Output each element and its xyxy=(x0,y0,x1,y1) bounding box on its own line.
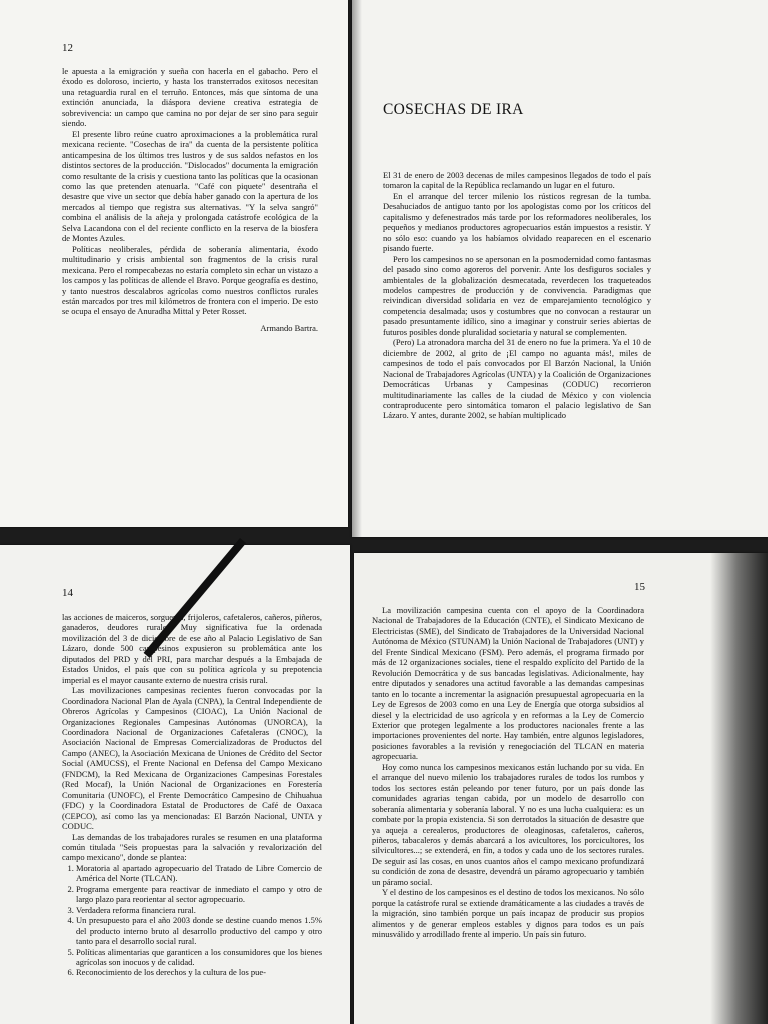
page-12-text xyxy=(62,66,318,333)
page-15-text xyxy=(372,605,644,940)
paragraph: Pero los campesinos no se apersonan en la posmodernidad como fantasmas del pasado sino como agoreros del porvenir. Ante los desfiguros sociales y ambientales de la globalización desmecatada, reverdecen los traqueteados modelos campestres de producción y de convivencia. Paradigmas que reivindican diversidad solidaria en vez de emparejamiento tecnológico y competencia desalmada; usos y costumbres que no convocan a restaurar un pasado presuntamente idílico, sino a imaginar y construir series abiertas de futuros posibles donde pluralidad societaria y natural se complementen. xyxy=(383,253,651,337)
paragraph: Políticas neoliberales, pérdida de soberanía alimentaria, éxodo multitudinario y crisis ambiental son fragmentos de la crisis rural mexicana. Pero el rompecabezas no estaría completo sin echar un vistazo a los campos y las políticas de allende el Bravo. Porque geografía es destino, y tanto nuestros descalabros agrícolas como nuestros conflictos rurales están marcados por tres mil kilómetros de frontera con el imperio. De esto se ocupa el ensayo de Anuradha Mittal y Peter Rosset. xyxy=(62,243,318,317)
paragraph: Las demandas de los trabajadores rurales se resumen en una plataforma común titulada "Seis propuestas para la salvación y revalorización del campo mexicano", donde se plantea: xyxy=(62,831,322,863)
author-signature: Armando Bartra. xyxy=(260,322,318,333)
paragraph: El presente libro reúne cuatro aproximaciones a la problemática rural mexicana reciente. "Cosechas de ira" da cuenta de la persistente política anticampesina de los últimos tres lustros y de sus saldos nefastos en los distintos sectores de la producción. "Dislocados" documenta la emigración como resultante de la crisis y cuestiona tanto las políticas que la ocasionan como las que pretenden atenuarla. "Café con piquete" desentraña el desastre que vive un sector que debía haber ganado con la apertura de los mercados al tiempo que registra sus alternativas. "Y la selva sangró" combina el análisis de la añeja y prolongada catástrofe ecológica de la Selva Lacandona con el del reciente conflicto en la reserva de la biosfera de Montes Azules. xyxy=(62,128,318,244)
paragraph: las acciones de maiceros, sorgueros, frijoleros, cafetaleros, cañeros, piñeros, ganaderos, deudores rurales. Muy significativa fue la ordenada movilización del 3 de diciembre de ese año al Palacio Legislativo de San Lázaro, donde 500 campesinos expusieron su problemática ante los diputados del PRD y del PRI, para marchar después a la Embajada de Estados Unidos, el país que con su política agrícola y su prepotencia imperial es el mayor causante externo de nuestra crisis rural. xyxy=(62,612,322,685)
list-item: 1. Moratoria al apartado agropecuario del Tratado de Libre Comercio de América del Norte (TLCAN). xyxy=(76,863,322,884)
page-number: 14 xyxy=(62,587,73,599)
page-13 xyxy=(352,0,768,537)
paragraph: El 31 de enero de 2003 decenas de miles campesinos llegados de todo el país tomaron la capital de la República reclamando un lugar en el futuro. xyxy=(383,170,651,191)
paragraph: Las movilizaciones campesinas recientes fueron convocadas por la Coordinadora Nacional Plan de Ayala (CNPA), la Central Independiente de Obreros Agrícolas y Campesinos (CIOAC), La Unión Nacional de Organizaciones Regionales Campesinas Autónomas (UNORCA), la Coordinadora Nacional de Organizaciones Cafetaleras (CNOC), la Asociación Nacional de Empresas Comercializadoras de Productos del Campo (ANEC), la Asociación Mexicana de Uniones de Crédito del Sector Social (AMUCSS), el Frente Nacional en Defensa del Campo Mexicano (FNDCM), la Red Mexicana de Organizaciones Campesinas Forestales (Red Mocaf), la Unión Nacional de Organizaciones en Forestería Comunitaria (UNOFC), el Frente Democrático Campesino de Chihuahua (FDC) y la Coordinadora Estatal de Productores de Café de Oaxaca (CEPCO), así como las ya mencionadas: El Barzón Nacional, UNTA y CODUC. xyxy=(62,685,322,832)
page-number: 15 xyxy=(634,581,645,593)
list-item: 3. Verdadera reforma financiera rural. xyxy=(76,905,322,915)
page-15 xyxy=(354,553,768,1024)
paragraph: le apuesta a la emigración y sueña con hacerla en el gabacho. Pero el éxodo es doloroso, incierto, y hasta los transterrados exitosos necesitan una retaguardia rural en el terruño. Entonces, más que síntoma de una extinción anunciada, la diáspora deviene creativa estrategia de sobrevivencia: un campo que camina no por dejar de ser sino para seguir siendo. xyxy=(62,66,318,129)
paragraph: Hoy como nunca los campesinos mexicanos están luchando por su vida. En el arranque del nuevo milenio los trabajadores rurales de todos los rumbos y todos los sectores están peleando por tener futuro, por un país donde las comunidades agrarias tengan cabida, por un modelo de desarrollo con soberanía alimentaria y soberanía laboral. Y no es una lucha cualquiera: es un combate por la propia existencia. Si son derrotados la situación de desastre que ya aqueja a cerealeros, productores de oleaginosas, cafetaleros, cañeros, piñeros, tabacaleros y demás abarcará a los avicultores, los porcicultores, los silvicultores...; se extenderá, en fin, a todos y cada uno de los sectores rurales. De seguir así las cosas, en unos cuantos años el campo mexicano profundizará su condición de zona de desastre, devendrá un páramo agropecuario y también un páramo social. xyxy=(372,761,644,887)
paragraph: (Pero) La atronadora marcha del 31 de enero no fue la primera. Ya el 10 de diciembre de 2002, al grito de ¡El campo no aguanta más!, miles de campesinos de todo el país convocados por El Barzón Nacional, la Unión Nacional de Trabajadores Agrícolas (UNTA) y la Coalición de Organizaciones Democráticas Urbanas y Campesinas (CODUC) recorrieron multitudinariamente las calles de la ciudad de México y con violencia contraproducente pero sintomática tomaron el palacio legislativo de San Lázaro. Y antes, durante 2002, se habían multiplicado xyxy=(383,337,651,421)
page-14-text xyxy=(62,612,322,978)
page-13-text xyxy=(383,170,651,421)
demands-list xyxy=(62,863,322,978)
paragraph: La movilización campesina cuenta con el apoyo de la Coordinadora Nacional de Trabajadores de la Educación (CNTE), el Sindicato Mexicano de Electricistas (SME), del Sindicato de Trabajadores de la Universidad Nacional Autónoma de México (STUNAM) la Unión Nacional de Trabajadores (UNT) y del Frente Sindical Mexicano (FSM). Pero además, el programa firmado por más de 12 organizaciones sociales, tiene el respaldo explícito del Partido de la Revolución Democrática y de sus bancadas legislativas. Adicionalmente, hay entre diputados y senadores una actitud favorable a las demandas campesinas tanto en lo tocante a incrementar la asignación presupuestal agropecuaria en la Ley de Egresos de 2003 como en una Ley de Energía que otorga subsidios al diesel y la electricidad de uso agrícola y en reformas a la Ley de Comercio Exterior que protegen legalmente a los productores nacionales frente a las importaciones provenientes del norte. Hay también, entre algunos legisladores, posiciones favorables a la revisión y renegociación del TLCAN en materia agropecuaria. xyxy=(372,605,644,762)
list-item: 2. Programa emergente para reactivar de inmediato el campo y otro de largo plazo para reorientar al sector agropecuario. xyxy=(76,884,322,905)
page-number: 12 xyxy=(62,42,73,54)
chapter-title: COSECHAS DE IRA xyxy=(383,101,524,118)
page-12 xyxy=(0,0,348,527)
list-item: 6. Reconocimiento de los derechos y la cultura de los pue- xyxy=(76,967,322,977)
paragraph: En el arranque del tercer milenio los rústicos regresan de la tumba. Desahuciados de antiguo tanto por los apologistas como por los críticos del capitalismo y defenestrados más tarde por los reformadores neoliberales, los pequeños y medianos productores agropecuarios están impuestos a resistir. Y no sólo eso: cuando ya los habíamos olvidado reaparecen en el escenario pisando fuerte. xyxy=(383,190,651,254)
list-item: 4. Un presupuesto para el año 2003 donde se destine cuando menos 1.5% del producto interno bruto al desarrollo productivo del campo y otro tanto para el desarrollo social rural. xyxy=(76,915,322,946)
list-item: 5. Políticas alimentarias que garanticen a los consumidores que los bienes agrícolas son inocuos y de calidad. xyxy=(76,947,322,968)
paragraph: Y el destino de los campesinos es el destino de todos los mexicanos. No sólo porque la catástrofe rural se extiende dramáticamente a las ciudades a través de la migración, sino también porque un país incapaz de producir sus propios alimentos y de generar empleos estables y dignos para todos es un país minusválido y arrodillado frente al imperio. Un país sin futuro. xyxy=(372,887,644,940)
